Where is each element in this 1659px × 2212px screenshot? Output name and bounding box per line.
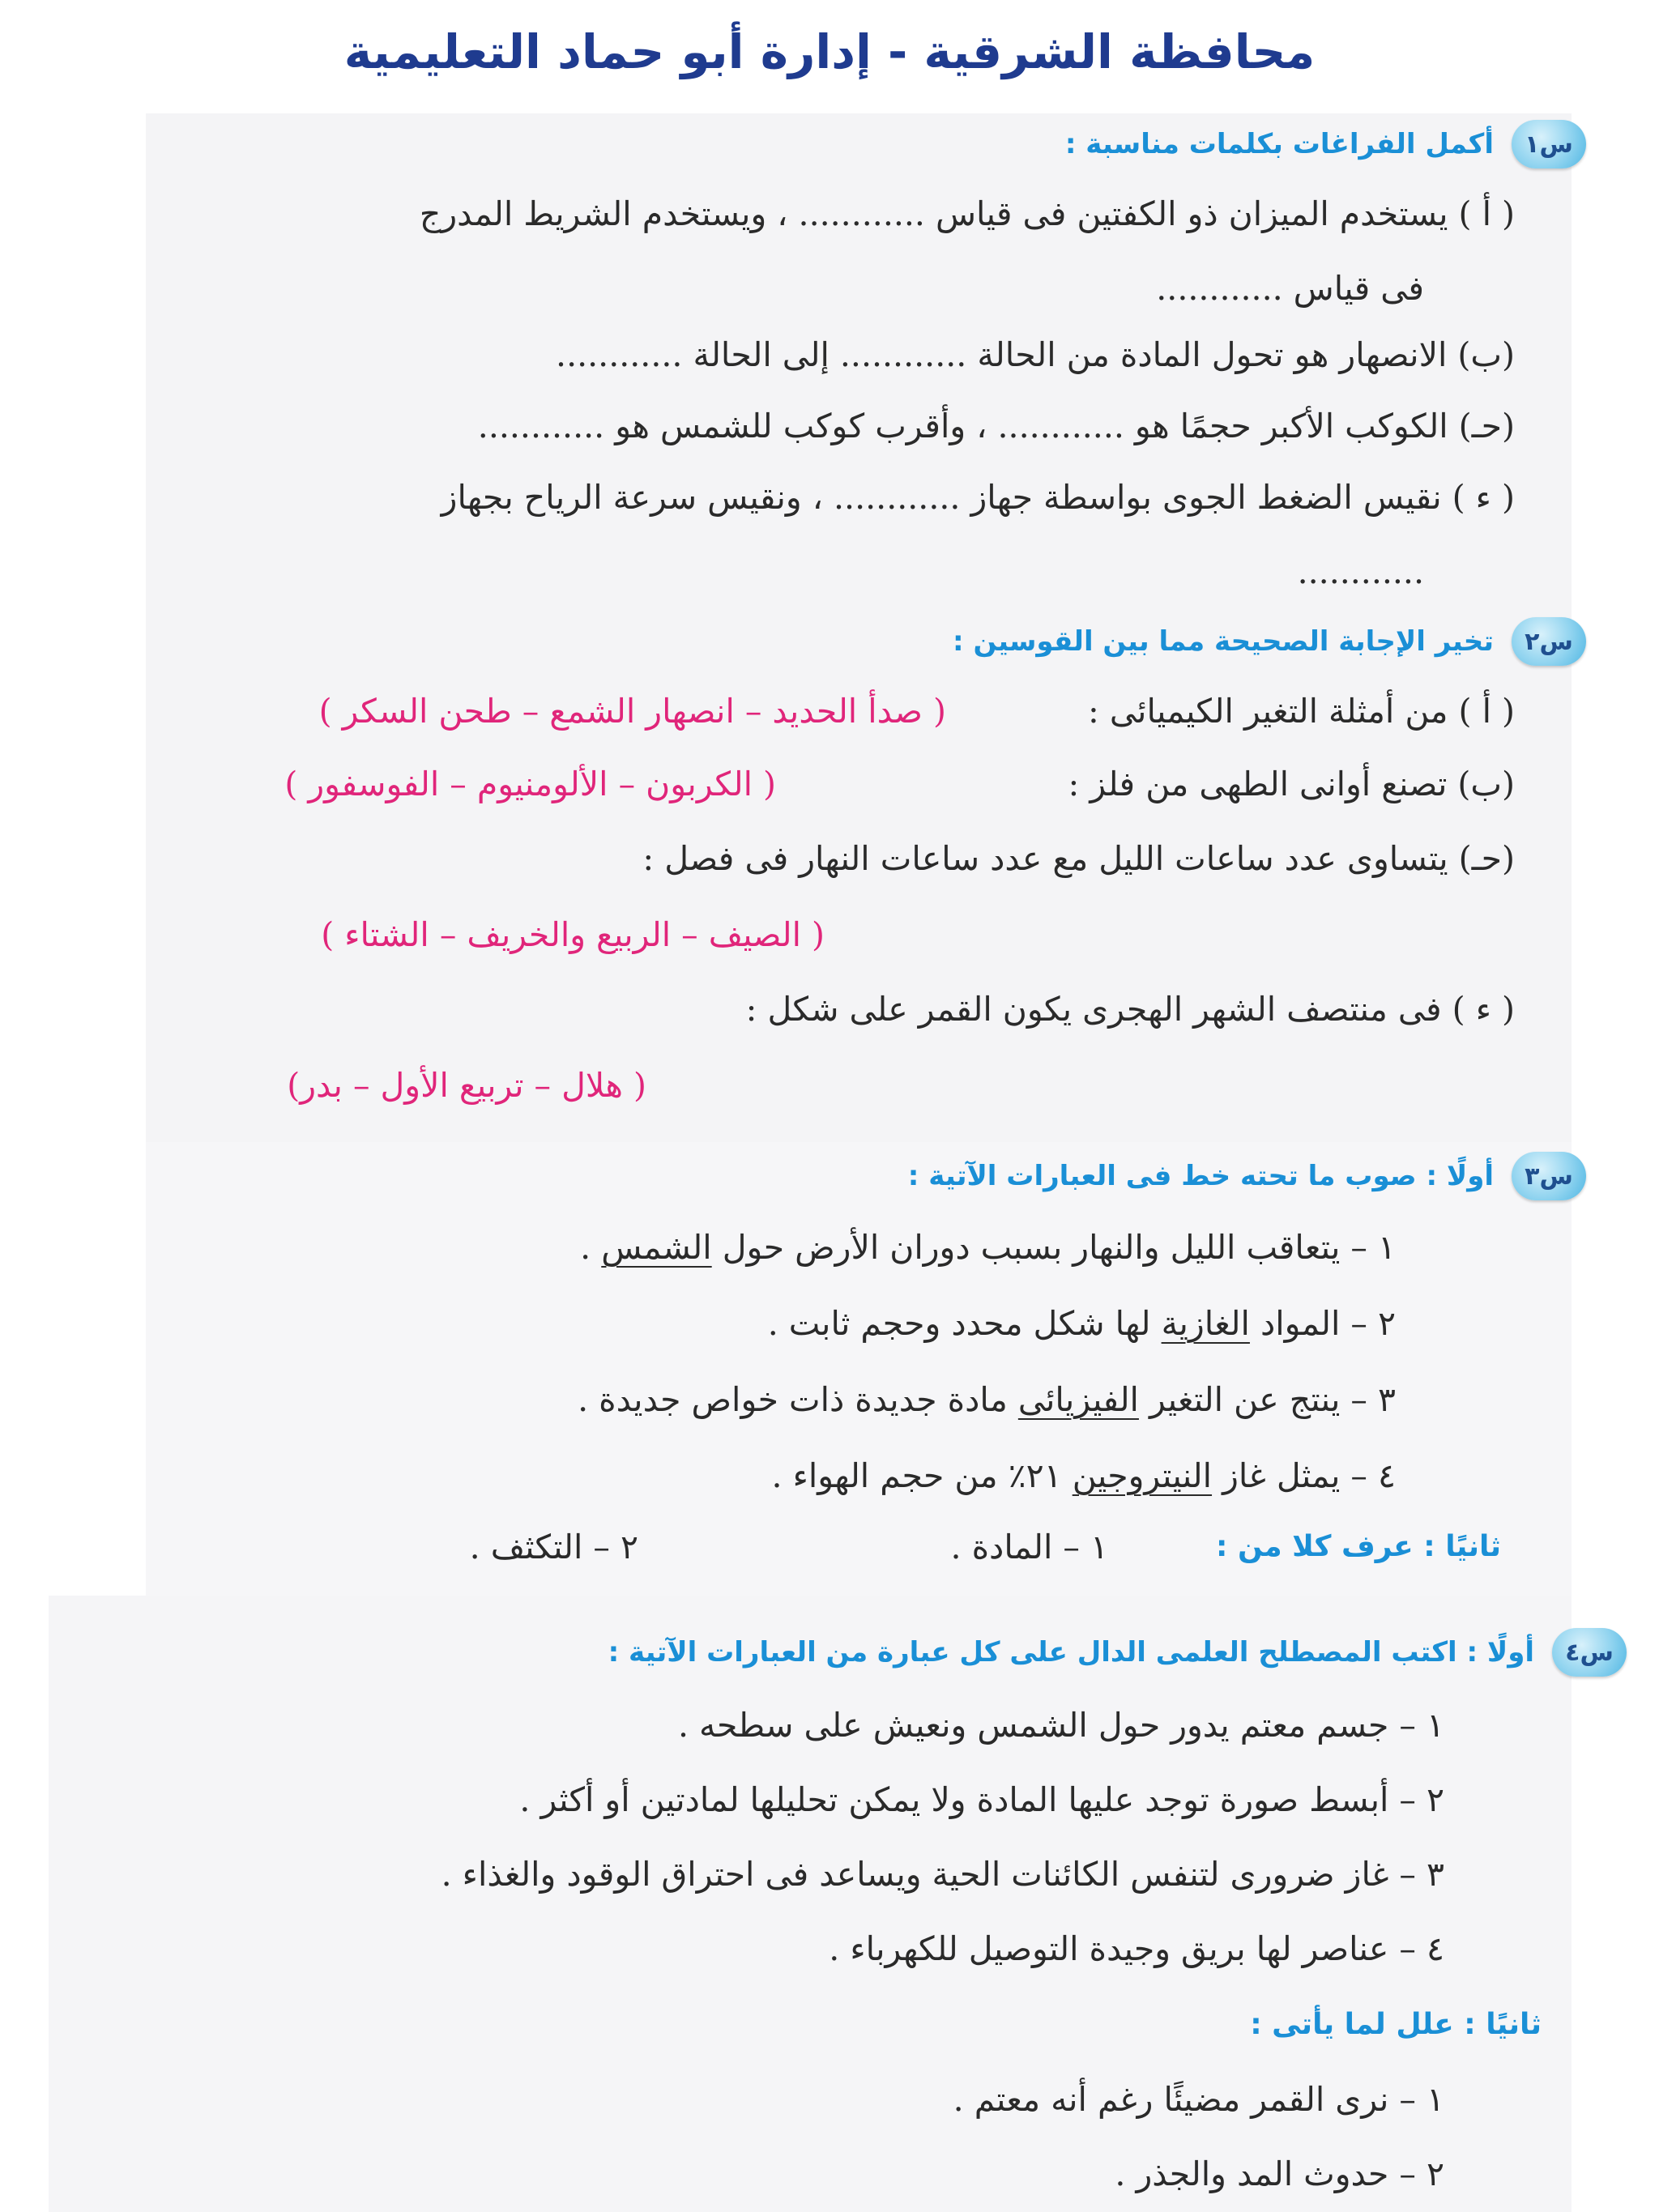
q2-item-c-options: ( الصيف – الربيع والخريف – الشتاء )	[321, 915, 825, 954]
q3-item-4	[772, 1451, 1397, 1500]
q2-item-a-text: ( أ ) من أمثلة التغير الكيميائى :	[1088, 692, 1515, 731]
q1-item-c: (حـ) الكوكب الأكبر حجمًا هو ............ ، وأقرب كوكب للشمس هو ............	[477, 407, 1515, 445]
q2-heading-text: تخير الإجابة الصحيحة مما بين القوسين :	[953, 625, 1494, 658]
q3-item-3-text: ٣ – ينتج عن التغير	[1149, 1380, 1396, 1419]
q2-item-b-text: (ب) تصنع أوانى الطهى من فلز :	[1068, 765, 1515, 803]
q2-item-c-text: (حـ) يتساوى عدد ساعات الليل مع عدد ساعات النهار فى فصل :	[642, 839, 1515, 878]
q4-badge: س٤	[1552, 1628, 1627, 1677]
q3-item-1-text: ١ – يتعاقب الليل والنهار بسبب دوران الأرض حول	[722, 1228, 1396, 1267]
q3-item-2	[768, 1299, 1396, 1348]
q4-item-4: ٤ – عناصر لها بريق وجيدة التوصيل للكهرباء .	[829, 1929, 1444, 1968]
q3-item-2-end: لها شكل محدد وحجم ثابت .	[767, 1304, 1151, 1343]
page-title: محافظة الشرقية - إدارة أبو حماد التعليمية	[343, 24, 1316, 79]
q4-heading	[608, 1620, 1627, 1685]
q3-item-4-end: ٢١٪ من حجم الهواء .	[771, 1456, 1062, 1495]
q3-item-3-end: مادة جديدة ذات خواص جديدة .	[578, 1380, 1008, 1419]
q4-second-item-2: ٢ – حدوث المد والجذر .	[1115, 2154, 1444, 2193]
q3-item-2-underlined: الغازية	[1161, 1304, 1250, 1343]
q3-second-heading: ثانيًا : عرف كلا من :	[1216, 1530, 1501, 1563]
q4-heading-text: أولًا : اكتب المصطلح العلمى الدال على كل عبارة من العبارات الآتية :	[608, 1636, 1534, 1669]
q2-badge: س٢	[1512, 617, 1586, 666]
q1-item-d-line1: ( ء ) نقيس الضغط الجوى بواسطة جهاز ............ ، ونقيس سرعة الرياح بجهاز	[441, 478, 1515, 517]
q2-item-b-options: ( الكربون – الألومنيوم – الفوسفور )	[284, 765, 776, 803]
q3-item-3-underlined: الفيزيائى	[1017, 1380, 1139, 1419]
q3-second-item-2: ٢ – التكثف .	[469, 1528, 638, 1566]
q3-item-1-end: .	[580, 1228, 591, 1267]
q4-second-heading: ثانيًا : علل لما يأتى :	[1250, 2008, 1542, 2041]
q2-item-d-options: ( هلال – تربيع الأول – بدر)	[287, 1066, 646, 1105]
q4-item-2: ٢ – أبسط صورة توجد عليها المادة ولا يمكن تحليلها لمادتين أو أكثر .	[519, 1780, 1444, 1819]
q4-item-1: ١ – جسم معتم يدور حول الشمس ونعيش على سطحه .	[677, 1706, 1444, 1745]
q2-heading	[953, 609, 1586, 674]
q1-heading	[1065, 112, 1586, 177]
q1-item-b: (ب) الانصهار هو تحول المادة من الحالة ............ إلى الحالة ............	[556, 335, 1515, 374]
q3-item-4-underlined: النيتروجين	[1072, 1456, 1213, 1495]
q2-item-d-text: ( ء ) فى منتصف الشهر الهجرى يكون القمر على شكل :	[745, 990, 1515, 1029]
q4-second-item-1: ١ – نرى القمر مضيئًا رغم أنه معتم .	[953, 2080, 1444, 2119]
q1-item-a-line2: فى قياس ............	[1156, 269, 1424, 308]
q3-item-1	[580, 1223, 1396, 1272]
q3-item-2-text: ٢ – المواد	[1260, 1304, 1396, 1343]
q3-item-4-text: ٤ – يمثل غاز	[1222, 1456, 1396, 1495]
q2-item-a-options: ( صدأ الحديد – انصهار الشمع – طحن السكر )	[318, 692, 946, 731]
q3-heading-text: أولًا : صوب ما تحته خط فى العبارات الآتية :	[907, 1160, 1494, 1192]
q1-heading-text: أكمل الفراغات بكلمات مناسبة :	[1064, 128, 1494, 160]
q3-badge: س٣	[1512, 1152, 1586, 1200]
q3-second-item-1: ١ – المادة .	[950, 1528, 1108, 1566]
q1-badge: س١	[1512, 120, 1586, 168]
q3-item-1-underlined: الشمس	[601, 1228, 712, 1267]
q4-item-3: ٣ – غاز ضرورى لتنفس الكائنات الحية ويساعد فى احتراق الوقود والغذاء .	[441, 1855, 1444, 1894]
q3-item-3	[578, 1375, 1396, 1424]
q1-item-a-line1: ( أ ) يستخدم الميزان ذو الكفتين فى قياس ............ ، ويستخدم الشريط المدرج	[419, 194, 1515, 233]
q3-heading	[908, 1144, 1586, 1208]
q1-item-d-line2: ............	[1297, 552, 1424, 591]
